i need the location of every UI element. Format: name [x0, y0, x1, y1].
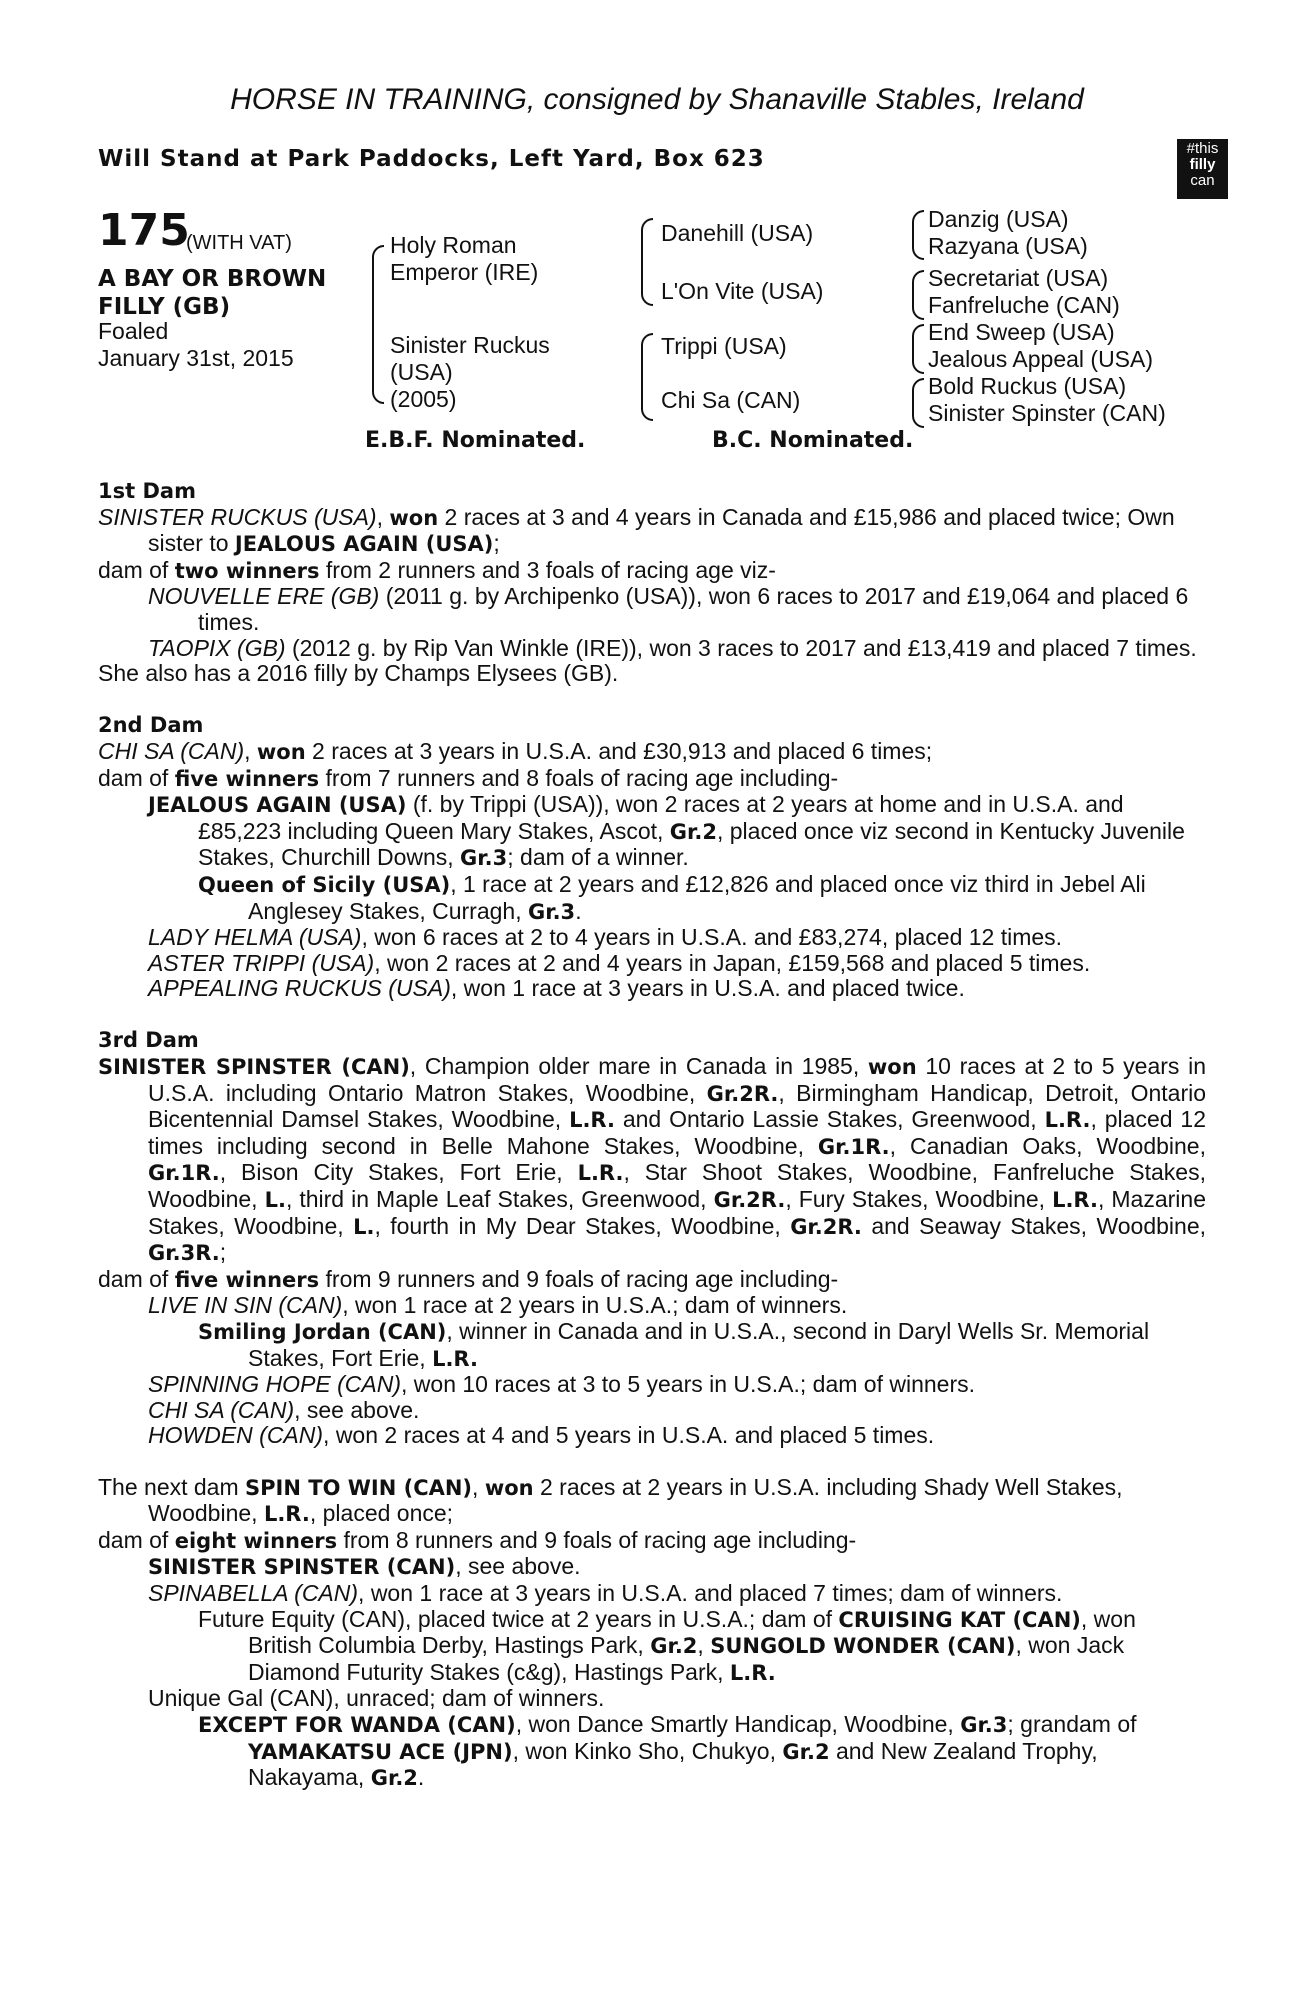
dam-record: , Fury Stakes, Woodbine,: [785, 1186, 1053, 1213]
section-heading: 2nd Dam: [98, 713, 204, 738]
grade: L.R.: [432, 1346, 478, 1371]
grade: L.R.: [1052, 1188, 1098, 1213]
winners-count: eight winners: [174, 1528, 338, 1553]
produce-record: , won 2 races at 4 and 5 years in U.S.A. and placed 5 times.: [323, 1422, 935, 1449]
section-heading: 3rd Dam: [98, 1028, 199, 1053]
produce-name: SPINNING HOPE (CAN): [148, 1371, 402, 1398]
produce-record: (2011 g. by Archipenko (USA)), won 6 races to 2017 and £19,064 and placed 6 times.: [198, 583, 1189, 635]
grade: L.R.: [577, 1161, 624, 1186]
produce-prefix: dam of: [98, 556, 175, 583]
pedigree-dss: End Sweep (USA): [928, 319, 1115, 345]
produce-record: ; grandam of: [1007, 1710, 1137, 1737]
winners-count: five winners: [174, 766, 320, 791]
grade: Gr.2R.: [713, 1188, 786, 1213]
sire-line-1: Holy Roman: [390, 232, 517, 258]
grade: Gr.3: [460, 846, 508, 871]
produce-name: SINISTER SPINSTER (CAN): [148, 1555, 456, 1580]
produce-name: Smiling Jordan (CAN): [198, 1320, 447, 1344]
produce-record: ; dam of a winner.: [507, 844, 689, 871]
punctuation: .: [575, 897, 582, 924]
pedigree-brace: [372, 245, 384, 404]
grade: Gr.3R.: [148, 1241, 220, 1266]
page-title: HORSE IN TRAINING, consigned by Shanaville Stables, Ireland: [230, 83, 1084, 116]
grade: Gr.2: [669, 819, 717, 844]
produce-name: ASTER TRIPPI (USA): [148, 949, 375, 976]
produce-record: , won 6 races at 2 to 4 years in U.S.A. and £83,274, placed 12 times.: [361, 924, 1063, 951]
dam-record: 2 races at 2 years in U.S.A. including Shady Well Stakes, Woodbine,: [148, 1473, 1123, 1527]
pedigree-brace: [641, 333, 653, 421]
produce-record: , see above.: [455, 1553, 581, 1580]
produce-record: , winner in Canada and in U.S.A., second in Daryl Wells Sr. Memorial Stakes, Fort Erie,: [248, 1318, 1150, 1371]
pedigree-dam: [390, 332, 550, 413]
produce-name: CRUISING KAT (CAN): [838, 1607, 1081, 1632]
dam-name: SPIN TO WIN (CAN): [245, 1475, 473, 1500]
pedigree-dam-sire: Trippi (USA): [661, 333, 787, 359]
pedigree-sds: Secretariat (USA): [928, 265, 1109, 291]
dam-record: , Mazarine Stakes, Woodbine,: [148, 1186, 1206, 1239]
badge-line-3: can: [1190, 172, 1215, 189]
produce-record: , won 1 race at 2 years in U.S.A.; dam of winners.: [342, 1292, 848, 1319]
pedigree-sire: [390, 232, 538, 286]
grade: L.R.: [569, 1108, 615, 1133]
produce-prefix: dam of: [98, 1526, 175, 1553]
produce-name: JEALOUS AGAIN (USA): [148, 793, 407, 818]
produce-record: , won Dance Smartly Handicap, Woodbine,: [515, 1710, 961, 1737]
grade: Gr.2: [370, 1766, 418, 1791]
dam-name: SINISTER RUCKUS (USA): [98, 503, 377, 530]
badge-line-2: filly: [1189, 156, 1216, 173]
punctuation: .: [417, 1764, 425, 1791]
produce-record: , 1 race at 2 years and £12,826 and placed once viz third in Jebel Ali Anglesey Stakes, Curragh,: [248, 870, 1146, 924]
produce-record: , won British Columbia Derby, Hastings Park,: [248, 1605, 1136, 1659]
produce-name: HOWDEN (CAN): [148, 1422, 324, 1449]
grade: L.R.: [729, 1660, 776, 1685]
badge-line-1: #this: [1186, 140, 1219, 157]
dam-name: SINISTER SPINSTER (CAN): [98, 1055, 410, 1080]
lot-number: 175: [98, 205, 190, 256]
produce-record: , won 2 races at 2 and 4 years in Japan, £159,568 and placed 5 times.: [374, 949, 1091, 976]
grade: Gr.2: [650, 1634, 698, 1659]
produce-name: NOUVELLE ERE (GB): [148, 583, 380, 610]
produce-record: (2012 g. by Rip Van Winkle (IRE)), won 3 races to 2017 and £13,419 and placed 7 times.: [285, 634, 1197, 661]
horse-description: [98, 265, 368, 321]
produce-name: SPINABELLA (CAN): [148, 1579, 359, 1606]
produce-record: , won 1 race at 3 years in U.S.A. and placed 7 times; dam of winners.: [358, 1579, 1063, 1606]
grade: Gr.2R.: [706, 1081, 779, 1106]
pedigree-brace: [912, 270, 924, 320]
grade: Gr.3: [960, 1712, 1008, 1737]
dam-record: , fourth in My Dear Stakes, Woodbine,: [374, 1212, 791, 1239]
won-label: won: [256, 739, 306, 764]
produce-name: CHI SA (CAN): [148, 1396, 295, 1423]
produce-summary: from 7 runners and 8 foals of racing age including-: [319, 764, 839, 791]
winners-count: two winners: [174, 558, 320, 583]
dam-record: , Birmingham Handicap, Detroit, Ontario Bicentennial Damsel Stakes, Woodbine,: [148, 1079, 1207, 1133]
won-label: won: [484, 1475, 534, 1500]
grade: Gr.3: [527, 899, 576, 924]
dam-record: 2 races at 3 and 4 years in Canada and £15,986 and placed twice; Own sister to: [148, 503, 1175, 557]
grade: Gr.1R.: [817, 1134, 890, 1159]
produce-record: and New Zealand Trophy, Nakayama,: [248, 1737, 1098, 1791]
pedigree-sire-sire: Danehill (USA): [661, 220, 814, 246]
first-dam-section: [98, 478, 1206, 687]
grade: Gr.2R.: [790, 1214, 862, 1239]
dam-record: , Champion older mare in Canada in 1985,: [409, 1053, 868, 1080]
produce-prefix: dam of: [98, 1265, 175, 1292]
produce-name: TAOPIX (GB): [148, 634, 286, 661]
pedigree-ddd: Sinister Spinster (CAN): [928, 400, 1166, 426]
dam-record: , Bison City Stakes, Fort Erie,: [219, 1159, 578, 1186]
separator: ,: [244, 737, 257, 764]
horse-description-line-1: A BAY OR BROWN: [98, 266, 327, 292]
punctuation: ;: [219, 1239, 227, 1266]
pedigree-brace: [912, 378, 924, 428]
produce-record: Future Equity (CAN), placed twice at 2 years in U.S.A.; dam of: [198, 1605, 839, 1632]
horse-description-line-2: FILLY (GB): [98, 294, 231, 320]
produce-name: Queen of Sicily (USA): [198, 872, 451, 897]
produce-name: LIVE IN SIN (CAN): [148, 1292, 343, 1319]
produce-summary: from 8 runners and 9 foals of racing age including-: [337, 1526, 857, 1553]
pedigree-sdd: Fanfreluche (CAN): [928, 292, 1120, 318]
produce-record: , won Jack Diamond Futurity Stakes (c&g), Hastings Park,: [248, 1632, 1125, 1685]
dam-line-3: (2005): [390, 386, 457, 412]
produce-name: LADY HELMA (USA): [148, 924, 362, 951]
next-dam-section: [98, 1475, 1206, 1792]
grade: L.R.: [1044, 1108, 1091, 1133]
dam-record: , Canadian Oaks, Woodbine,: [889, 1132, 1206, 1159]
produce-name: YAMAKATSU ACE (JPN): [248, 1739, 513, 1764]
closing-note: She also has a 2016 filly by Champs Elysees (GB).: [98, 660, 619, 687]
won-label: won: [389, 505, 439, 530]
catalogue-body: [98, 478, 1206, 1792]
pedigree-brace: [641, 218, 653, 306]
dam-record: , third in Maple Leaf Stakes, Greenwood,: [285, 1186, 714, 1213]
winners-count: five winners: [174, 1267, 320, 1292]
pedigree-brace: [912, 210, 924, 260]
dam-record: and Ontario Lassie Stakes, Greenwood,: [614, 1106, 1045, 1133]
produce-prefix: dam of: [98, 764, 175, 791]
section-heading: 1st Dam: [98, 479, 196, 503]
dam-line-1: Sinister Ruckus: [390, 332, 550, 358]
produce-record: (f. by Trippi (USA)), won 2 races at 2 years at home and in U.S.A. and £85,223 including Queen Mary Stakes, Ascot,: [198, 791, 1124, 844]
pedigree-dam-dam: Chi Sa (CAN): [661, 387, 801, 413]
pedigree-sire-dam: L'On Vite (USA): [661, 278, 824, 304]
dam-record: 2 races at 3 years in U.S.A. and £30,913 and placed 6 times;: [305, 737, 933, 764]
sire-line-2: Emperor (IRE): [390, 259, 539, 285]
dam-record: , placed once;: [309, 1500, 454, 1527]
produce-record: , won 1 race at 3 years in U.S.A. and placed twice.: [450, 975, 965, 1002]
pedigree-dsd: Jealous Appeal (USA): [928, 346, 1154, 372]
separator: ,: [472, 1473, 485, 1500]
this-filly-can-logo: [1177, 139, 1228, 199]
dam-line-2: (USA): [390, 359, 453, 385]
pedigree-brace: [912, 324, 924, 374]
foaled-date: January 31st, 2015: [98, 345, 294, 371]
produce-summary: from 9 runners and 9 foals of racing age including-: [319, 1265, 839, 1292]
foaled-info: [98, 318, 294, 372]
pedigree-sss: Danzig (USA): [928, 206, 1069, 232]
vat-note: (WITH VAT): [186, 232, 292, 254]
produce-record: , placed once viz second in Kentucky Juvenile Stakes, Churchill Downs,: [198, 817, 1185, 871]
foaled-label: Foaled: [98, 318, 169, 344]
bc-nomination: B.C. Nominated.: [712, 428, 914, 453]
grade: Gr.1R.: [148, 1161, 220, 1186]
sister-name: JEALOUS AGAIN (USA): [234, 532, 494, 557]
dam-record: , placed 12 times including second in Belle Mahone Stakes, Woodbine,: [148, 1106, 1207, 1159]
next-dam-prefix: The next dam: [98, 1473, 246, 1500]
third-dam-section: [98, 1027, 1206, 1449]
dam-name: CHI SA (CAN): [98, 737, 245, 764]
produce-record: , won 10 races at 3 to 5 years in U.S.A.; dam of winners.: [401, 1371, 976, 1398]
produce-name: APPEALING RUCKUS (USA): [148, 975, 451, 1002]
punctuation: ;: [493, 530, 500, 557]
dam-record: , Star Shoot Stakes, Woodbine, Fanfreluche Stakes, Woodbine,: [148, 1159, 1206, 1213]
produce-summary: from 2 runners and 3 foals of racing age viz-: [319, 556, 776, 583]
produce-record: Unique Gal (CAN), unraced; dam of winners.: [148, 1685, 605, 1712]
pedigree-ssd: Razyana (USA): [928, 233, 1088, 259]
produce-record: , won Kinko Sho, Chukyo,: [512, 1737, 783, 1764]
grade: L.: [353, 1214, 375, 1239]
pedigree-dds: Bold Ruckus (USA): [928, 373, 1127, 399]
grade: L.R.: [263, 1502, 310, 1527]
produce-name: EXCEPT FOR WANDA (CAN): [198, 1712, 516, 1737]
dam-record: 10 races at 2 to 5 years in U.S.A. including Ontario Matron Stakes, Woodbine,: [148, 1053, 1207, 1106]
grade: Gr.2: [782, 1739, 830, 1764]
produce-record: , see above.: [294, 1396, 420, 1423]
second-dam-section: [98, 712, 1206, 1002]
separator: ,: [697, 1632, 711, 1659]
separator: ,: [376, 503, 390, 530]
produce-name: SUNGOLD WONDER (CAN): [710, 1634, 1016, 1659]
won-label: won: [867, 1055, 917, 1080]
grade: L.: [264, 1188, 286, 1213]
ebf-nomination: E.B.F. Nominated.: [365, 428, 586, 453]
dam-record: and Seaway Stakes, Woodbine,: [861, 1212, 1207, 1239]
stand-location: Will Stand at Park Paddocks, Left Yard, Box 623: [98, 146, 765, 172]
